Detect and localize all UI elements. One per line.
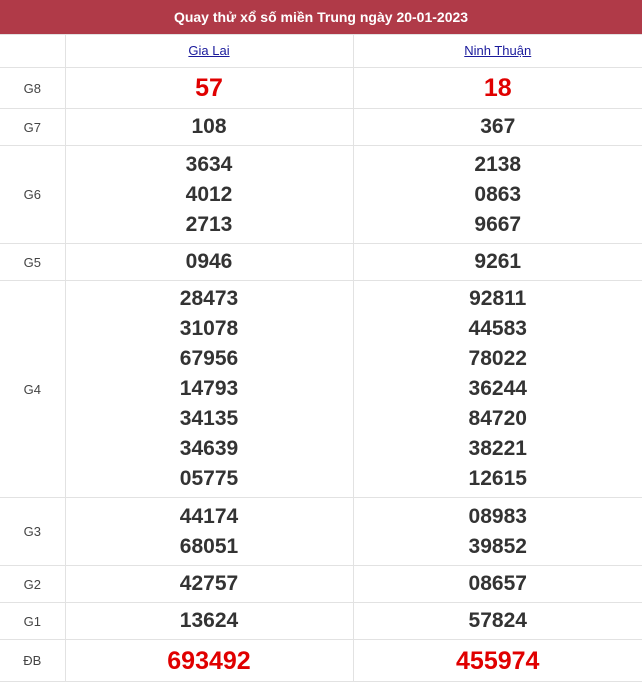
- prize-cell: [65, 68, 353, 109]
- prize-cell: [353, 109, 642, 146]
- prize-number: 18: [354, 73, 642, 103]
- prize-cell: [65, 640, 353, 682]
- province-link-gia-lai[interactable]: Gia Lai: [188, 43, 229, 58]
- results-title-bar: [0, 0, 642, 34]
- prize-cell: [353, 244, 642, 281]
- prize-cell: [65, 244, 353, 281]
- prize-number: 0863: [354, 180, 642, 210]
- prize-number: 05775: [66, 464, 353, 494]
- prize-cell: [353, 640, 642, 682]
- prize-label: ĐB: [0, 640, 65, 682]
- prize-label: G7: [0, 109, 65, 146]
- prize-row-g4: [0, 281, 642, 498]
- prize-label: G6: [0, 146, 65, 244]
- prize-row-g2: [0, 566, 642, 603]
- prize-number: 12615: [354, 464, 642, 494]
- prize-number: 9667: [354, 210, 642, 240]
- prize-label: G5: [0, 244, 65, 281]
- prize-row-g5: [0, 244, 642, 281]
- province-link-ninh-thuan[interactable]: Ninh Thuận: [464, 43, 531, 58]
- prize-cell: [65, 281, 353, 498]
- prize-cell: [65, 566, 353, 603]
- prize-number: 57824: [354, 606, 642, 636]
- prize-cell: [353, 566, 642, 603]
- province-header-row: [0, 35, 642, 68]
- prize-number: 44583: [354, 314, 642, 344]
- prize-number: 08983: [354, 502, 642, 532]
- prize-number: 36244: [354, 374, 642, 404]
- prize-row-g3: [0, 498, 642, 566]
- prize-cell: [353, 68, 642, 109]
- results-table: [0, 34, 642, 682]
- prize-cell: [353, 146, 642, 244]
- prize-label: G3: [0, 498, 65, 566]
- prize-number: 13624: [66, 606, 353, 636]
- prize-number: 42757: [66, 569, 353, 599]
- prize-number: 3634: [66, 150, 353, 180]
- prize-number: 34135: [66, 404, 353, 434]
- prize-number: 34639: [66, 434, 353, 464]
- province-cell: [353, 35, 642, 68]
- prize-number: 67956: [66, 344, 353, 374]
- prize-cell: [65, 109, 353, 146]
- prize-row-g8: [0, 68, 642, 109]
- prize-number: 2713: [66, 210, 353, 240]
- prize-number: 92811: [354, 284, 642, 314]
- prize-cell: [65, 603, 353, 640]
- prize-number: 44174: [66, 502, 353, 532]
- prize-number: 08657: [354, 569, 642, 599]
- prize-cell: [65, 498, 353, 566]
- prize-number: 455974: [354, 646, 642, 676]
- prize-number: 39852: [354, 532, 642, 562]
- province-cell: [65, 35, 353, 68]
- prize-number: 78022: [354, 344, 642, 374]
- prize-number: 57: [66, 73, 353, 103]
- prize-label: G8: [0, 68, 65, 109]
- prize-row-g6: [0, 146, 642, 244]
- prize-row-g7: [0, 109, 642, 146]
- prize-number: 4012: [66, 180, 353, 210]
- prize-number: 84720: [354, 404, 642, 434]
- prize-cell: [353, 603, 642, 640]
- prize-number: 693492: [66, 646, 353, 676]
- prize-cell: [353, 281, 642, 498]
- prize-number: 0946: [66, 247, 353, 277]
- prize-number: 14793: [66, 374, 353, 404]
- prize-number: 38221: [354, 434, 642, 464]
- prize-number: 2138: [354, 150, 642, 180]
- prize-row-g1: [0, 603, 642, 640]
- prize-cell: [353, 498, 642, 566]
- prize-number: 28473: [66, 284, 353, 314]
- prize-number: 108: [66, 112, 353, 142]
- prize-label: G1: [0, 603, 65, 640]
- prize-label: G2: [0, 566, 65, 603]
- prize-row-special: [0, 640, 642, 682]
- prize-label: G4: [0, 281, 65, 498]
- empty-corner-cell: [0, 35, 65, 68]
- prize-number: 367: [354, 112, 642, 142]
- page-title: Quay thử xổ số miền Trung ngày 20-01-2023: [174, 9, 468, 25]
- prize-cell: [65, 146, 353, 244]
- prize-number: 31078: [66, 314, 353, 344]
- prize-number: 68051: [66, 532, 353, 562]
- prize-number: 9261: [354, 247, 642, 277]
